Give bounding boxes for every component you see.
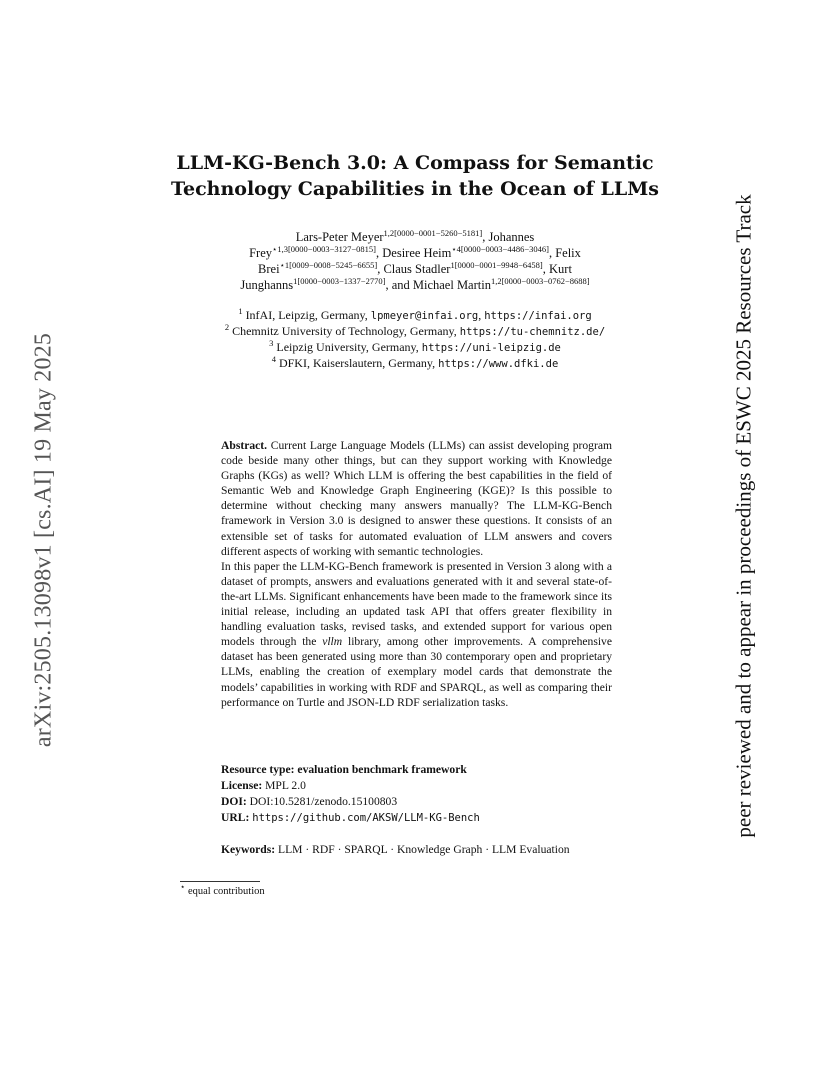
abstract-text: library, among other improvements. A comprehensive dataset has been generated using more than 30 contemporary open and proprietary LLMs, enabling the creation of exemplary model cards that demonstrate the models’ capabilities in working with RDF and SPARQL, as well as comparing their performance on Turtle and JSON-LD RDF serialization tasks. — [221, 635, 612, 709]
author-orcid: ⋆1,3[0000−0003−3127−0815] — [272, 243, 376, 254]
url-row — [221, 810, 621, 826]
repository-url-link[interactable]: https://github.com/AKSW/LLM-KG-Bench — [252, 812, 480, 824]
author-line-1 — [185, 229, 645, 245]
affiliation-list — [170, 308, 660, 372]
affiliation-number: 3 — [269, 338, 274, 348]
affiliation-url-link[interactable]: https://www.dfki.de — [438, 358, 559, 370]
affiliation-1 — [170, 308, 660, 324]
resource-type-label: Resource type: — [221, 763, 295, 776]
abstract-text: In this paper the LLM-KG-Bench framework is presented in Version 3 along with a dataset of prompts, answers and evaluations generated with it and several state-of-the-art LLMs. Significant enhancements have been made to the framework since its initial release, including an updated task API that offers greater flexibility in handling evaluation tasks, revised tasks, and extended support for various open models through the — [221, 559, 612, 649]
author-name: , Desiree Heim — [376, 246, 452, 260]
abstract-paragraph-1 — [221, 438, 612, 559]
doi-row — [221, 794, 621, 810]
author-name: Junghanns — [240, 278, 294, 292]
footnote — [180, 881, 265, 897]
author-orcid: 1[0000−0003−1337−2770] — [293, 275, 386, 286]
affiliation-3 — [170, 340, 660, 356]
resource-info — [221, 762, 621, 826]
author-name: , Johannes — [482, 230, 535, 244]
author-list — [185, 229, 645, 293]
license-row — [221, 778, 621, 794]
resource-type-row — [221, 762, 621, 778]
affiliation-url-link[interactable]: https://infai.org — [484, 310, 592, 322]
author-line-2 — [185, 245, 645, 261]
affiliation-number: 1 — [238, 306, 243, 316]
license-value: MPL 2.0 — [265, 779, 306, 792]
author-name: , Claus Stadler — [377, 262, 451, 276]
doi-label: DOI: — [221, 795, 247, 808]
doi-link[interactable]: DOI:10.5281/zenodo.15100803 — [249, 795, 398, 808]
abstract-text: Current Large Language Models (LLMs) can assist developing program code beside many other things, but can they support working with Knowledge Graphs (KGs) as well? Which LLM is offering the best capabilities in the field of Semantic Web and Knowledge Graph Engineering (KGE)? Is this possible to determine without checking many answers manually? The LLM-KG-Bench framework in Version 3.0 is designed to answer these questions. It consists of an extensible set of tasks for automated evaluation of LLM answers and covers different aspects of working with semantic technologies. — [221, 439, 613, 558]
keywords — [221, 842, 612, 857]
author-name: Brei — [258, 262, 280, 276]
abstract-paragraph-2 — [221, 559, 612, 710]
author-orcid: ⋆4[0000−0003−4486−3046] — [451, 243, 549, 254]
affiliation-text: Leipzig University, Germany, — [276, 340, 422, 354]
author-line-4 — [185, 277, 645, 293]
affiliation-number: 4 — [271, 354, 276, 364]
abstract — [221, 438, 612, 710]
arxiv-identifier-sidebar: arXiv:2505.13098v1 [cs.AI] 19 May 2025 — [30, 332, 57, 748]
affiliation-number: 2 — [224, 322, 230, 332]
resource-type-value: evaluation benchmark framework — [297, 763, 467, 776]
footnote-text: equal contribution — [187, 886, 265, 897]
affiliation-text: Chemnitz University of Technology, Germany, — [232, 324, 460, 338]
author-orcid: 1,2[0000−0001−5260−5181] — [383, 227, 483, 238]
footnote-mark: ⋆ — [180, 881, 186, 892]
license-label: License: — [221, 779, 263, 792]
paper-title — [170, 150, 660, 202]
author-orcid: 1[0000−0001−9948−6458] — [450, 259, 543, 270]
affiliation-text: DFKI, Kaiserslautern, Germany, — [278, 356, 439, 370]
title-line-2: Technology Capabilities in the Ocean of LLMs — [171, 178, 659, 200]
title-line-1: LLM-KG-Bench 3.0: A Compass for Semantic — [176, 152, 654, 174]
author-name: Lars-Peter Meyer — [295, 230, 384, 244]
author-orcid: 1,2[0000−0003−0762−8688] — [490, 275, 590, 286]
affiliation-2 — [170, 324, 660, 340]
affiliation-email-link[interactable]: lpmeyer@infai.org — [370, 310, 479, 322]
affiliation-url-link[interactable]: https://tu-chemnitz.de/ — [459, 326, 606, 338]
affiliation-url-link[interactable]: https://uni-leipzig.de — [421, 342, 561, 354]
author-name: , and Michael Martin — [385, 278, 491, 292]
affiliation-4 — [170, 356, 660, 372]
author-line-3 — [185, 261, 645, 277]
author-name: , Felix — [548, 246, 581, 260]
keywords-label: Keywords: — [221, 843, 276, 856]
abstract-label: Abstract. — [221, 439, 268, 452]
author-orcid: ⋆1[0009−0008−5245−6655] — [279, 259, 378, 270]
url-label: URL: — [221, 811, 250, 824]
abstract-emphasis: vllm — [322, 635, 343, 649]
affiliation-text: InfAI, Leipzig, Germany, — [245, 308, 371, 322]
affiliation-separator: , — [478, 308, 485, 322]
keywords-value: LLM · RDF · SPARQL · Knowledge Graph · LLM Evaluation — [278, 843, 570, 856]
footnote-divider — [180, 881, 260, 882]
author-name: Frey — [249, 246, 272, 260]
venue-note-sidebar: peer reviewed and to appear in proceedings of ESWC 2025 Resources Track — [731, 194, 756, 838]
author-name: , Kurt — [542, 262, 572, 276]
